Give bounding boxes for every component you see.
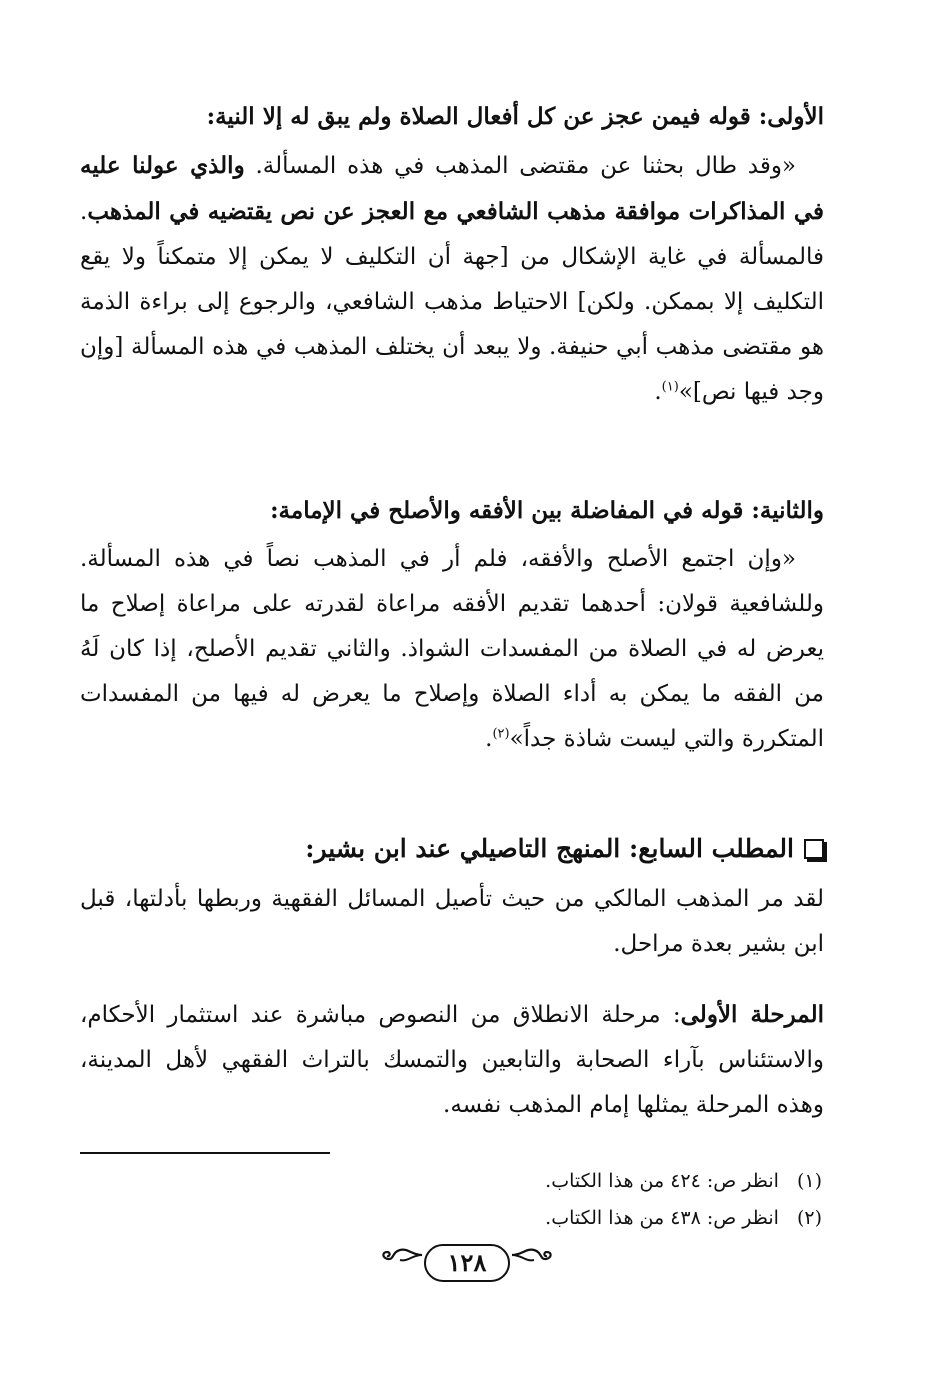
footnote-text: انظر ص: ٤٣٨ من هذا الكتاب. [545,1207,779,1229]
quote-paragraph [80,537,824,762]
section-first-issue [80,94,824,415]
section-second-issue [80,488,824,762]
footnote-divider [80,1152,330,1154]
quote-text: «وإن اجتمع الأصلح والأفقه، فلم أر في المذهب نصاً في هذه المسألة. وللشافعية قولان: أحدهما تقديم الأفقه مراعاة لقدرته على مراعاة إصلاح ما يعرض له في الصلاة من المفسدات الشواذ. والثاني تقديم الأصلح، إذا كان لَهُ من الفقه ما يمكن به أداء الصلاة وإصلاح ما يعرض له فيها من المفسدات المتكررة والتي ليست شاذة جداً» [80,546,824,752]
stage-text: : مرحلة الانطلاق من النصوص مباشرة عند استثمار الأحكام، والاستئناس بآراء الصحابة والتابعين والتمسك بالتراث الفقهي لأهل المدينة، وهذه المرحلة يمثلها إمام المذهب نفسه. [80,1002,824,1118]
footnote-item [545,1163,822,1200]
footnote-text: انظر ص: ٤٢٤ من هذا الكتاب. [545,1170,779,1192]
quote-paragraph [80,143,824,415]
flourish-left-icon [378,1244,424,1266]
footnote-number: (١) [796,1170,822,1192]
intro-paragraph: لقد مر المذهب المالكي من حيث تأصيل المسائل الفقهية وربطها بأدلتها، قبل ابن بشير بعدة مراحل. [80,886,824,957]
section-heading: والثانية: قوله في المفاضلة بين الأفقه والأصلح في الإمامة: [270,497,824,524]
section-title-text: المطلب السابع: المنهج التاصيلي عند ابن بشير: [305,834,794,863]
quote-bold-text: والذي عولنا عليه في المذاكرات موافقة مذهب الشافعي مع العجز عن نص يقتضيه في المذهب [80,152,824,225]
square-bullet-icon [804,839,824,859]
section-title [80,826,824,871]
section-seventh-topic [80,826,824,1128]
quote-text-continued: . فالمسألة في غاية الإشكال من [جهة أن التكليف لا يمكن إلا متمكناً ولا يقع التكليف إلا بممكن. ولكن] الاحتياط مذهب الشافعي، والرجوع إلى براءة الذمة هو مقتضى مذهب أبي حنيفة. ولا يبعد أن يختلف المذهب في هذه المسألة [وإن وجد فيها نص]» [80,199,824,405]
sentence-end: . [654,379,662,405]
footnote-item [545,1200,822,1237]
sentence-end: . [485,726,493,752]
section-heading: الأولى: قوله فيمن عجز عن كل أفعال الصلاة ولم يبق له إلا النية: [206,103,824,130]
footnotes [545,1163,822,1237]
stage-paragraph [80,992,824,1128]
footnote-reference[interactable]: (١) [661,379,679,395]
quote-text: «وقد طال بحثنا عن مقتضى المذهب في هذه المسألة. [244,153,797,179]
footnote-reference[interactable]: (٢) [492,726,510,742]
stage-label: المرحلة الأولى [680,1001,824,1028]
flourish-right-icon [510,1244,556,1266]
page-number-ornament [0,1244,934,1282]
page-number: ١٢٨ [424,1244,511,1282]
footnote-number: (٢) [796,1207,822,1229]
